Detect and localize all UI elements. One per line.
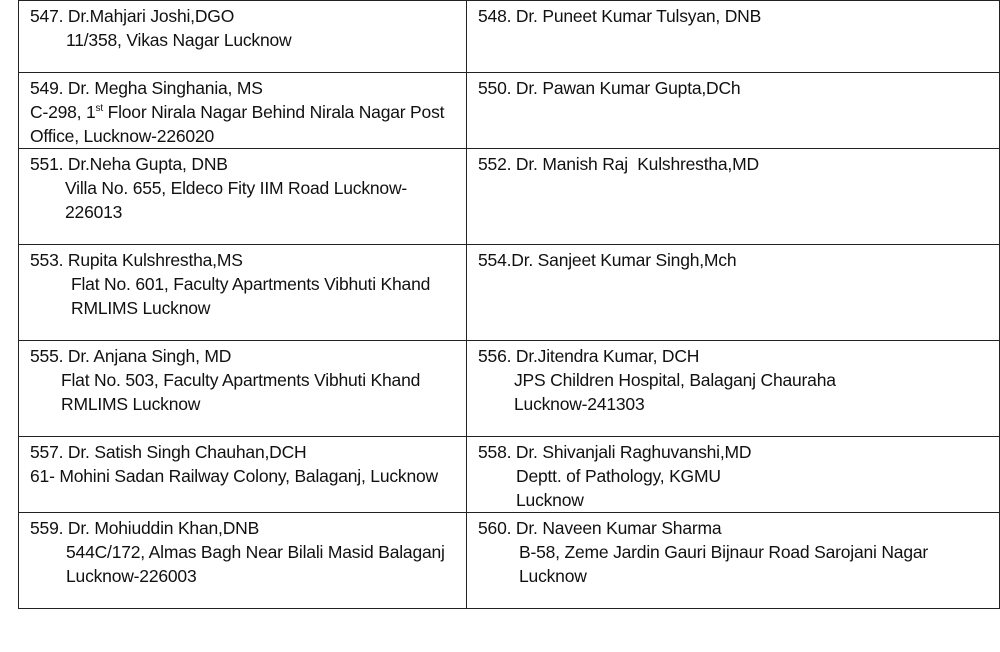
entry-name: 547. Dr.Mahjari Joshi,DGO: [30, 6, 235, 26]
entry-address: Lucknow: [519, 566, 587, 586]
entry-address: RMLIMS Lucknow: [71, 298, 211, 318]
entry-address: B-58, Zeme Jardin Gauri Bijnaur Road Sarojani Nagar: [519, 542, 929, 562]
table-row: [19, 341, 1000, 437]
entry-560: [467, 513, 1000, 609]
table-row: [19, 149, 1000, 245]
entry-address: Villa No. 655, Eldeco Fity IIM Road Lucknow-: [65, 178, 408, 198]
entry-name: 558. Dr. Shivanjali Raghuvanshi,MD: [478, 442, 752, 462]
entry-address: Flat No. 601, Faculty Apartments Vibhuti Khand: [71, 274, 431, 294]
entry-559: [19, 513, 467, 609]
entry-556: [467, 341, 1000, 437]
entry-552: [467, 149, 1000, 245]
entry-address: 544C/172, Almas Bagh Near Bilali Masid Balaganj: [66, 542, 445, 562]
entry-name: 551. Dr.Neha Gupta, DNB: [30, 154, 228, 174]
entry-address: JPS Children Hospital, Balaganj Chauraha: [514, 370, 836, 390]
entry-address: Deptt. of Pathology, KGMU: [516, 466, 721, 486]
table-row: [19, 1, 1000, 73]
entry-557: [19, 437, 467, 513]
entry-name: 556. Dr.Jitendra Kumar, DCH: [478, 346, 700, 366]
entry-name: 557. Dr. Satish Singh Chauhan,DCH: [30, 442, 307, 462]
entry-name: 555. Dr. Anjana Singh, MD: [30, 346, 232, 366]
entry-549: [19, 73, 467, 149]
entry-address: 61- Mohini Sadan Railway Colony, Balaganj, Lucknow: [30, 466, 438, 486]
address-part: Floor Nirala Nagar Behind Nirala Nagar Post: [102, 102, 445, 122]
entry-address: [30, 100, 466, 124]
entry-address: 11/358, Vikas Nagar Lucknow: [66, 30, 292, 50]
entry-550: [467, 73, 1000, 149]
entry-address: Lucknow: [516, 490, 584, 510]
ordinal-suffix: st: [95, 103, 103, 115]
entry-name: 560. Dr. Naveen Kumar Sharma: [478, 518, 722, 538]
entry-address: Office, Lucknow-226020: [30, 126, 215, 146]
entry-address: 226013: [65, 202, 123, 222]
entry-address: RMLIMS Lucknow: [61, 394, 201, 414]
entry-address: Lucknow-241303: [514, 394, 645, 414]
entry-547: [19, 1, 467, 73]
entry-548: [467, 1, 1000, 73]
entry-name: 553. Rupita Kulshrestha,MS: [30, 250, 243, 270]
entry-551: [19, 149, 467, 245]
entry-554: [467, 245, 1000, 341]
entry-name: 559. Dr. Mohiuddin Khan,DNB: [30, 518, 260, 538]
member-directory-table: [18, 0, 1000, 609]
entry-553: [19, 245, 467, 341]
entry-address: Flat No. 503, Faculty Apartments Vibhuti Khand: [61, 370, 421, 390]
table-row: [19, 437, 1000, 513]
entry-name: 548. Dr. Puneet Kumar Tulsyan, DNB: [478, 6, 762, 26]
entry-name: 549. Dr. Megha Singhania, MS: [30, 78, 263, 98]
entry-address: Lucknow-226003: [66, 566, 197, 586]
table-row: [19, 513, 1000, 609]
entry-name: 552. Dr. Manish Raj Kulshrestha,MD: [478, 154, 759, 174]
entry-name: 550. Dr. Pawan Kumar Gupta,DCh: [478, 78, 741, 98]
address-part: C-298, 1: [30, 102, 96, 122]
entry-558: [467, 437, 1000, 513]
entry-name: 554.Dr. Sanjeet Kumar Singh,Mch: [478, 250, 737, 270]
entry-555: [19, 341, 467, 437]
table-row: [19, 245, 1000, 341]
table-row: [19, 73, 1000, 149]
